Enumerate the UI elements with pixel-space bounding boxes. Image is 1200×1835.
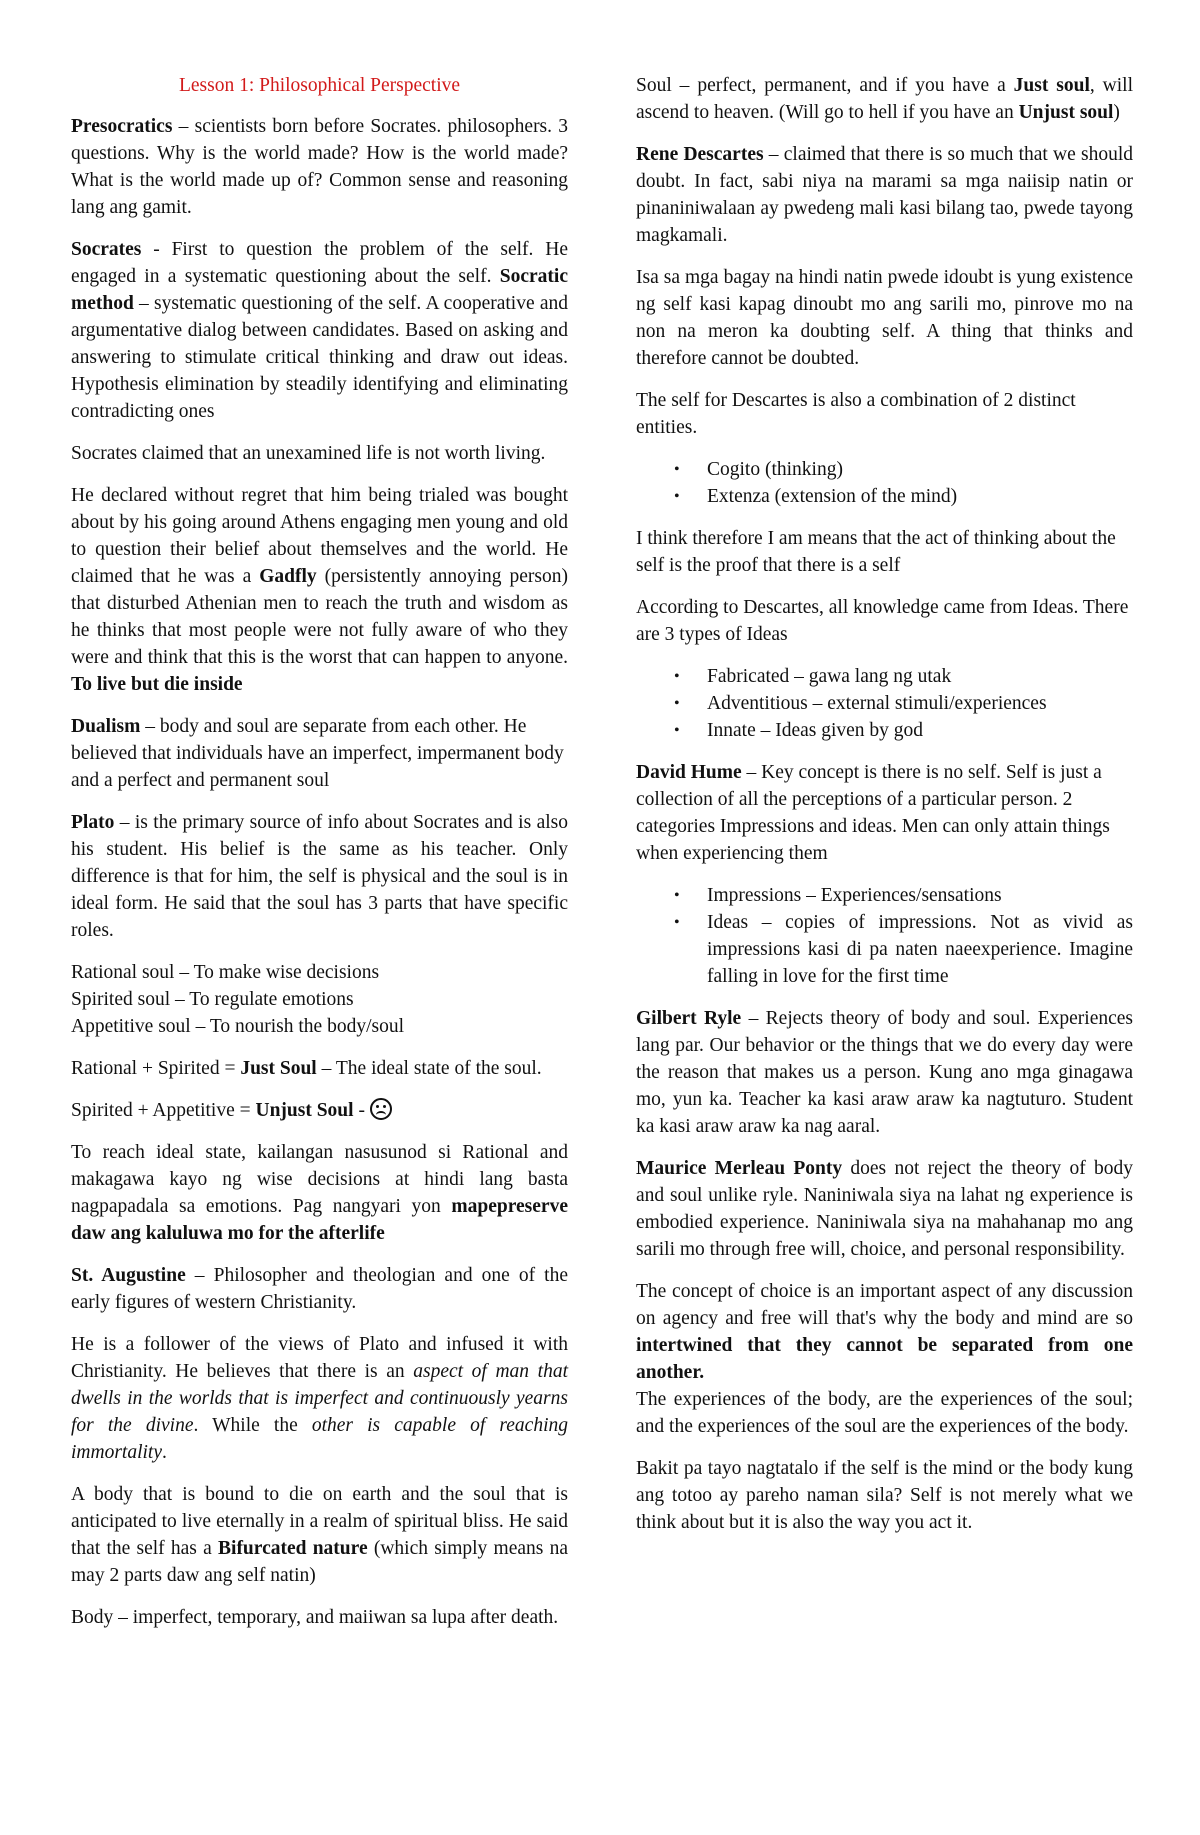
left-column <box>71 72 568 1646</box>
bifurcated-text-1: A body that is bound to die on earth and the soul that is anticipated to live eternally in a realm of spiritual bliss. He said that the self has a <box>71 1484 568 1559</box>
presocratics-paragraph <box>71 113 568 221</box>
entity-cogito: Cogito (thinking) <box>707 459 843 480</box>
soul-text-2: , will ascend to heaven. (Will go to hell if you have an <box>636 75 1133 123</box>
choice-term: intertwined that they cannot be separated from one another. <box>636 1335 1133 1383</box>
follower-em-1: aspect of man that dwells in the worlds that is imperfect and continuously yearns for the divine <box>71 1361 568 1436</box>
socrates-text: - First to question the problem of the self. He engaged in a systematic questioning about the self. <box>71 239 568 287</box>
idea-innate: Innate – Ideas given by god <box>707 720 924 741</box>
combination-paragraph: The self for Descartes is also a combination of 2 distinct entities. <box>636 390 1076 438</box>
right-column <box>636 72 1133 1551</box>
idea-types-list <box>636 663 1133 744</box>
list-item <box>636 882 1133 909</box>
idea-fabricated: Fabricated – gawa lang ng utak <box>707 666 952 687</box>
think-paragraph: I think therefore I am means that the act of thinking about the self is the proof that there is a self <box>636 528 1116 576</box>
follower-paragraph <box>71 1331 568 1466</box>
list-item <box>636 717 1133 744</box>
augustine-term: St. Augustine <box>71 1265 186 1286</box>
descartes-paragraph <box>636 141 1133 249</box>
idea-adventitious: Adventitious – external stimuli/experiences <box>707 693 1047 714</box>
list-item <box>636 483 1133 510</box>
bullet-icon: • <box>674 488 680 505</box>
entities-list <box>636 456 1133 510</box>
bullet-icon: • <box>674 668 680 685</box>
ryle-paragraph <box>636 1005 1133 1140</box>
plato-text: – is the primary source of info about Socrates and is also his student. His belief is the same as his teacher. Only difference is that for him, the self is physical and the soul is in ideal form. He said that the soul has 3 parts that have specific roles. <box>71 812 568 941</box>
ponty-paragraph <box>636 1155 1133 1263</box>
lesson-title: Lesson 1: Philosophical Perspective <box>178 75 461 96</box>
dualism-text: – body and soul are separate from each other. He believed that individuals have an imperfect, impermanent body and a perfect and permanent soul <box>71 716 564 791</box>
ideal-state-paragraph <box>71 1139 568 1247</box>
bifurcated-text-2: (which simply means na may 2 parts daw ang self natin) <box>71 1538 568 1586</box>
list-item <box>636 909 1133 990</box>
bifurcated-paragraph <box>71 1481 568 1589</box>
sad-face-icon <box>370 1098 392 1120</box>
choice-text-1: The concept of choice is an important aspect of any discussion on agency and free will that's why the body and mind are so <box>636 1281 1133 1329</box>
socratic-method-text: – systematic questioning of the self. A cooperative and argumentative dialog between candidates. Based on asking and answering to stimulate critical thinking and draw out ideas. Hypothesis elimination by steadily identifying and eliminating contradicting ones <box>71 293 568 422</box>
follower-text-2: . While the <box>193 1415 312 1436</box>
list-item <box>636 690 1133 717</box>
soul-text-1: Soul – perfect, permanent, and if you have a <box>636 75 1014 96</box>
ponty-text: does not reject the theory of body and soul unlike ryle. Naniniwala siya na lahat ng experience is embodied experience. Naniniwala siya na mahahanap mo ang sarili mo through free will, choice, and personal responsibility. <box>636 1158 1134 1260</box>
augustine-text: – Philosopher and theologian and one of the early figures of western Christianity. <box>71 1265 568 1313</box>
dualism-term: Dualism <box>71 716 141 737</box>
soul-text-3: ) <box>1113 102 1120 123</box>
ponty-term: Maurice Merleau Ponty <box>636 1158 843 1179</box>
dualism-paragraph <box>71 713 568 794</box>
follower-em-2: other is capable of reaching immortality <box>71 1415 569 1463</box>
hume-ideas: Ideas – copies of impressions. Not as vivid as impressions kasi di pa naten naeexperience. Imagine falling in love for the first time <box>707 912 1133 987</box>
gadfly-text-2: (persistently annoying person) that disturbed Athenian men to reach the truth and wisdom as he thinks that most people were not fully aware of who they were and think that this is the worst that can happen to anyone. <box>71 566 568 668</box>
ideas-paragraph: According to Descartes, all knowledge came from Ideas. There are 3 types of Ideas <box>636 597 1129 645</box>
hume-paragraph <box>636 759 1133 867</box>
list-item <box>636 663 1133 690</box>
plato-term: Plato <box>71 812 115 833</box>
list-item <box>636 456 1133 483</box>
just-soul-term-2: Just soul <box>1013 75 1090 96</box>
follower-text-3: . <box>162 1442 167 1463</box>
plato-paragraph <box>71 809 568 944</box>
ideal-state-term: mapepreserve daw ang kaluluwa mo for the afterlife <box>71 1196 568 1244</box>
entity-extenza: Extenza (extension of the mind) <box>707 486 958 507</box>
unjust-soul-paragraph <box>71 1097 568 1124</box>
ryle-term: Gilbert Ryle <box>636 1008 742 1029</box>
bullet-icon: • <box>674 887 680 904</box>
descartes-text: – claimed that there is so much that we should doubt. In fact, sabi niya na marami sa mga naiisip natin or pinaniniwalaan ay pwedeng mali kasi bilang tao, pwede tayong magkamali. <box>636 144 1133 246</box>
socrates-paragraph <box>71 236 568 425</box>
unjust-soul-term-2: Unjust soul <box>1018 102 1114 123</box>
presocratics-term: Presocratics <box>71 116 173 137</box>
soul-parts-list <box>71 959 568 1040</box>
socratic-method-term: Socratic method <box>71 266 568 314</box>
soul-part-rational: Rational soul – To make wise decisions <box>71 962 380 983</box>
unexamined-paragraph: Socrates claimed that an unexamined life is not worth living. <box>71 443 546 464</box>
hume-term: David Hume <box>636 762 742 783</box>
just-soul-term: Just Soul <box>240 1058 317 1079</box>
gadfly-term: Gadfly <box>259 566 317 587</box>
follower-text-1: He is a follower of the views of Plato and infused it with Christianity. He believes that there is an <box>71 1334 568 1382</box>
body-paragraph: Body – imperfect, temporary, and maiiwan sa lupa after death. <box>71 1607 559 1628</box>
unjust-soul-post: - <box>353 1100 370 1121</box>
just-soul-pre: Rational + Spirited = <box>71 1058 241 1079</box>
soul-part-spirited: Spirited soul – To regulate emotions <box>71 989 354 1010</box>
choice-paragraph <box>636 1278 1133 1440</box>
hume-list <box>636 882 1133 990</box>
choice-text-2: The experiences of the body, are the experiences of the soul; and the experiences of the soul are the experiences of the body. <box>636 1389 1133 1437</box>
bullet-icon: • <box>674 461 680 478</box>
isa-paragraph: Isa sa mga bagay na hindi natin pwede idoubt is yung existence ng self kasi kapag dinoubt mo ang sarili mo, pinrove mo na non na meron ka doubting self. A thing that thinks and therefore cannot be doubted. <box>636 267 1133 369</box>
soul-paragraph <box>636 72 1133 126</box>
just-soul-post: – The ideal state of the soul. <box>316 1058 542 1079</box>
unjust-soul-pre: Spirited + Appetitive = <box>71 1100 256 1121</box>
hume-text: – Key concept is there is no self. Self is just a collection of all the perceptions of a particular person. 2 categories Impressions and ideas. Men can only attain things when experiencing them <box>636 762 1110 864</box>
bakit-paragraph: Bakit pa tayo nagtatalo if the self is the mind or the body kung ang totoo ay pareho naman sila? Self is not merely what we think about but it is also the way you act it. <box>636 1458 1133 1533</box>
live-die-inside-term: To live but die inside <box>71 674 243 695</box>
gadfly-text-1: He declared without regret that him being trialed was bought about by his going around Athens engaging men young and old to question their belief about themselves and the world. He claimed that he was a <box>71 485 568 587</box>
descartes-term: Rene Descartes <box>636 144 764 165</box>
bullet-icon: • <box>674 722 680 739</box>
hume-impressions: Impressions – Experiences/sensations <box>707 885 1002 906</box>
bullet-icon: • <box>674 695 680 712</box>
socrates-term: Socrates <box>71 239 142 260</box>
just-soul-paragraph <box>71 1055 568 1082</box>
presocratics-text: – scientists born before Socrates. philosophers. 3 questions. Why is the world made? How is the world made? What is the world made up of? Common sense and reasoning lang ang gamit. <box>71 116 568 218</box>
bifurcated-term: Bifurcated nature <box>218 1538 368 1559</box>
ryle-text: – Rejects theory of body and soul. Experiences lang par. Our behavior or the things that we do every day were the reason that makes us a person. Kung ano mga ginagawa mo, yun ka. Teacher ka kasi araw araw ka nagtuturo. Student ka kasi araw araw ka nag aaral. <box>636 1008 1133 1137</box>
ideal-state-text: To reach ideal state, kailangan nasusunod si Rational and makagawa kayo ng wise decisions at hindi lang basta nagpapadala sa emotions. Pag nangyari yon <box>71 1142 568 1217</box>
gadfly-paragraph <box>71 482 568 698</box>
augustine-paragraph <box>71 1262 568 1316</box>
bullet-icon: • <box>674 914 680 931</box>
soul-part-appetitive: Appetitive soul – To nourish the body/soul <box>71 1016 405 1037</box>
unjust-soul-term: Unjust Soul <box>255 1100 354 1121</box>
